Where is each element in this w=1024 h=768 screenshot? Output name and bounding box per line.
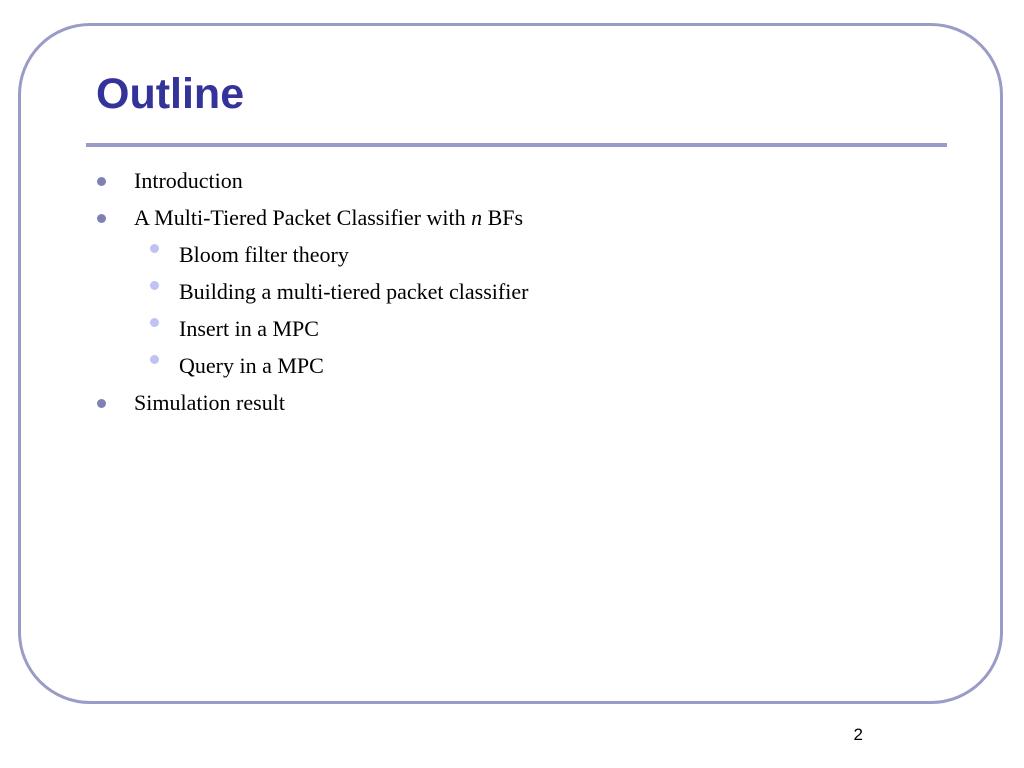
bullet-simulation-result [0, 384, 528, 421]
sub-bullet-dot-icon [150, 244, 159, 253]
sub-bullet-dot-icon [150, 281, 159, 290]
sub-bullet-building-classifier [0, 273, 528, 310]
slide-title: Outline [96, 70, 245, 118]
bullet-dot-icon [97, 214, 106, 223]
sub-bullet-insert-mpc [0, 310, 528, 347]
bullet-dot-icon [97, 399, 106, 408]
bullet-dot-icon [97, 177, 106, 186]
title-divider [86, 143, 947, 147]
bullet-italic-variable: n [471, 205, 483, 230]
bullet-text: Query in a MPC [179, 353, 324, 378]
bullet-introduction [0, 162, 528, 199]
bullet-multi-tiered-classifier [0, 199, 528, 236]
bullet-text: Bloom filter theory [179, 242, 349, 267]
bullet-text-part: A Multi-Tiered Packet Classifier with [134, 205, 472, 230]
bullet-list [0, 162, 528, 421]
sub-bullet-bloom-filter-theory [0, 236, 528, 273]
sub-bullet-dot-icon [150, 355, 159, 364]
page-number: 2 [853, 725, 863, 744]
bullet-text-part: BFs [482, 205, 524, 230]
sub-bullet-dot-icon [150, 318, 159, 327]
bullet-text: Building a multi-tiered packet classifier [179, 279, 529, 304]
bullet-text: Introduction [134, 168, 243, 193]
bullet-text: Insert in a MPC [179, 316, 319, 341]
bullet-text: Simulation result [134, 390, 285, 415]
sub-bullet-query-mpc [0, 347, 528, 384]
